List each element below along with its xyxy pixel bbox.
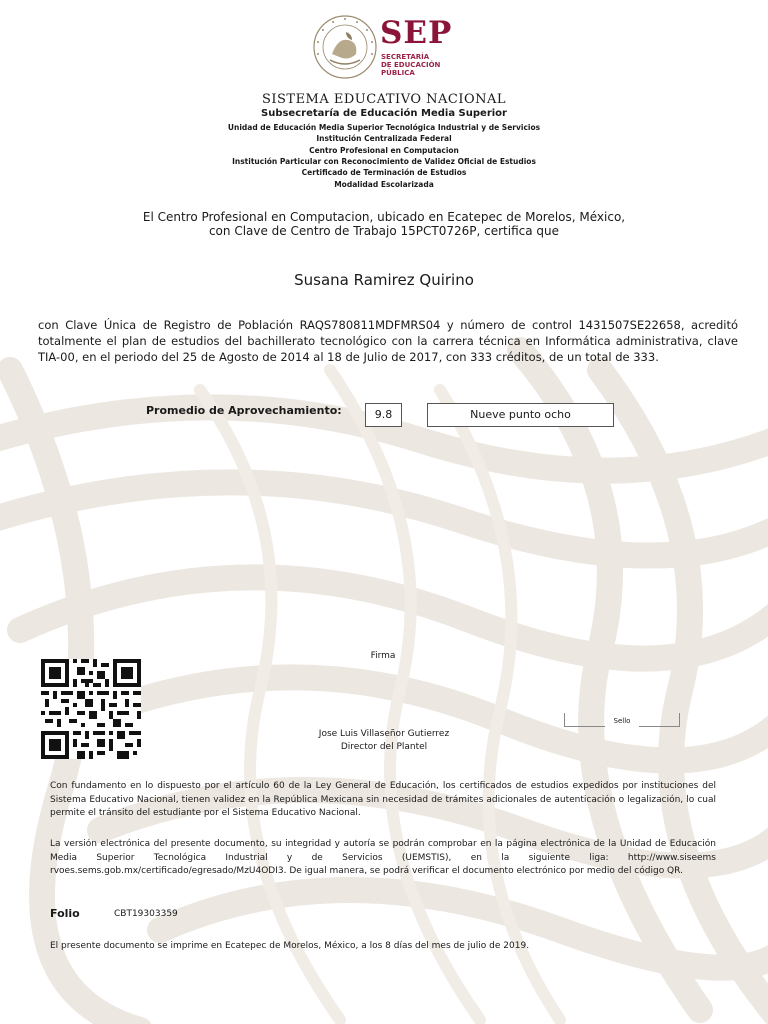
sep-wordmark: SEP [380, 15, 453, 51]
header-line-school: Centro Profesional en Computacion [309, 146, 459, 155]
header-line-rvoe: Institución Particular con Reconocimiento de Validez Oficial de Estudios [232, 157, 536, 166]
system-title: SISTEMA EDUCATIVO NACIONAL [261, 92, 507, 107]
folio-value: CBT19303359 [114, 909, 178, 919]
closing-statement: El presente documento se imprime en Ecatepec de Morelos, México, a los 8 días del mes de julio de 2019. [50, 941, 530, 951]
signer-title: Director del Plantel [340, 742, 428, 752]
average-number-box: 9.8 [365, 403, 402, 427]
subsecretaria-heading: Subsecretaría de Educación Media Superior [261, 108, 507, 119]
certification-paragraph: con Clave Única de Registro de Población RAQS780811MDFMRS04 y número de control 1431507SE22658, acreditó totalmente el plan de estudios del bachillerato tecnológico con la carrera técnica en Informática administrativa, clave TIA-00, en el periodo del 25 de Agosto de 2014 al 18 de Julio de 2017, con 333 créditos, de un total de 333. [38, 318, 738, 364]
intro-line-1: El Centro Profesional en Computacion, ubicado en Ecatepec de Morelos, México, [142, 210, 626, 224]
header-line-institution-type: Institución Centralizada Federal [316, 134, 452, 143]
folio-label: Folio [50, 907, 80, 920]
coat-of-arms-seal-icon [312, 14, 378, 80]
signature-label: Firma [370, 651, 396, 661]
intro-line-2: con Clave de Centro de Trabajo 15PCT0726P, certifica que [208, 224, 560, 238]
average-words-box: Nueve punto ocho [427, 403, 614, 427]
header-line-modality: Modalidad Escolarizada [334, 180, 434, 189]
seal-placeholder [564, 713, 680, 727]
seal-label: Sello [613, 717, 631, 725]
student-name: Susana Ramirez Quirino [294, 271, 474, 289]
legal-paragraph-electronic: La versión electrónica del presente documento, su integridad y autoría se podrán comprobar en la página electrónica de la Unidad de Educación Media Superior Tecnológica Industrial y de Servicios (UEMSTIS), en la siguiente liga: http://www.siseems rvoes.sems.gob.mx/certificado/egresado/MzU4ODI3. De igual manera, se podrá verificar el documento electrónico por medio del código QR. [50, 839, 716, 876]
sep-subtitle: SECRETARÍA DE EDUCACIÓN PÚBLICA [381, 53, 441, 77]
average-label: Promedio de Aprovechamiento: [146, 404, 342, 417]
signer-name: Jose Luis Villaseñor Gutierrez [318, 729, 450, 739]
legal-paragraph-validity: Con fundamento en lo dispuesto por el artículo 60 de la Ley General de Educación, los certificados de estudios expedidos por instituciones del Sistema Educativo Nacional, tienen validez en la República Mexicana sin necesidad de trámites adicionales de autenticación o legalización, lo cual permite el tránsito del estudiante por el Sistema Educativo Nacional. [50, 781, 716, 818]
header-line-certificate-type: Certificado de Terminación de Estudios [301, 168, 467, 177]
header-line-unit: Unidad de Educación Media Superior Tecnológica Industrial y de Servicios [227, 123, 541, 132]
sep-logo [312, 14, 462, 82]
